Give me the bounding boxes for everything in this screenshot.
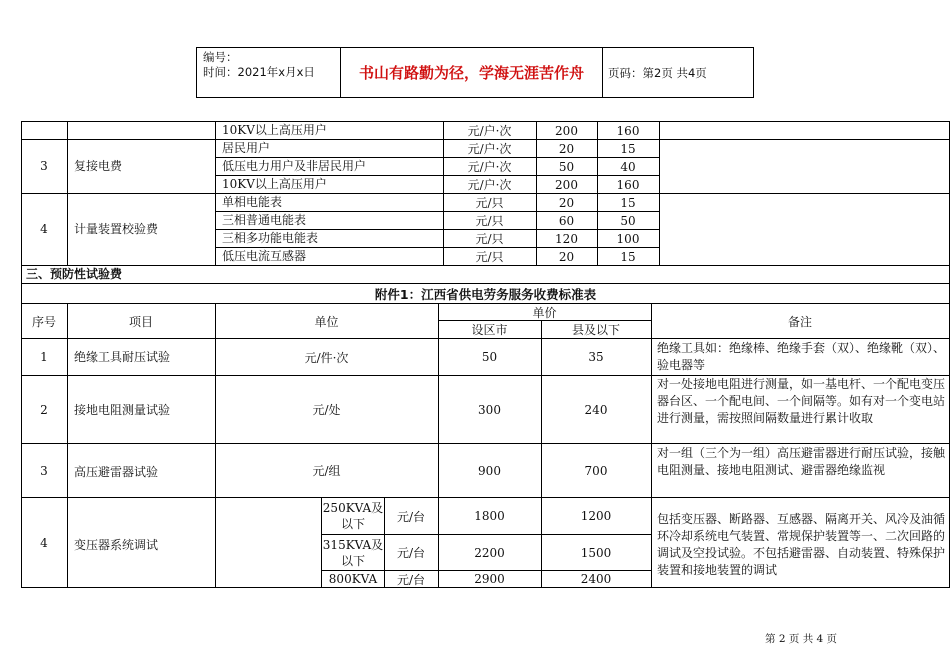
row-city-price: 300 — [478, 402, 501, 417]
header-county: 县及以下 — [571, 323, 620, 337]
upper-row-item: 计量装置校验费 — [74, 222, 159, 236]
upper-row-sub: 低压电力用户及非居民用户 — [222, 159, 367, 173]
upper-row-v1: 200 — [555, 177, 578, 192]
header-unit: 单位 — [314, 314, 339, 329]
row-no: 2 — [40, 402, 48, 417]
upper-row-sub: 10KV以上高压用户 — [222, 123, 327, 137]
upper-row-sub: 三相普通电能表 — [222, 213, 307, 227]
upper-row-v1: 20 — [558, 249, 575, 264]
upper-row-v2: 160 — [616, 123, 640, 138]
row-item: 绝缘工具耐压试验 — [74, 350, 171, 364]
header-page-label: 页码：第2页 共4页 — [608, 65, 707, 80]
row-item: 变压器系统调试 — [74, 538, 159, 552]
sub-unit: 元/台 — [396, 572, 426, 587]
upper-row-unit: 元/只 — [475, 250, 504, 264]
sub-spec: 800KVA — [328, 572, 378, 586]
upper-row-sub: 低压电流互感器 — [222, 249, 307, 263]
row-city-price: 50 — [481, 350, 498, 364]
header-note: 备注 — [787, 314, 812, 329]
upper-row-v1: 20 — [558, 141, 575, 156]
row-note: 对一组（三个为一组）高压避雷器进行耐压试验，接触电阻测量、接地电阻测试、避雷器绝缘监视 — [657, 446, 946, 477]
upper-row-sub: 单相电能表 — [222, 195, 283, 209]
section-title: 三、预防性试验费 — [26, 267, 123, 281]
upper-row-sub: 居民用户 — [222, 141, 271, 155]
upper-row-sub: 三相多功能电能表 — [222, 231, 319, 245]
row-note: 对一处接地电阻进行测量，如一基电杆、一个配电变压器台区、一个配电间、一个间隔等。如有对一个变电站进行测量，需按照间隔数量进行累计收取 — [657, 377, 946, 425]
row-no: 4 — [40, 535, 48, 550]
header-no: 序号 — [31, 314, 56, 329]
header-price: 单价 — [532, 305, 557, 320]
header-divider — [340, 48, 341, 97]
row-county-price: 35 — [588, 350, 604, 364]
upper-row-no: 4 — [40, 222, 48, 236]
upper-row-unit: 元/户·次 — [467, 124, 512, 138]
upper-row-sub: 10KV以上高压用户 — [222, 177, 327, 191]
sub-city-price: 1800 — [474, 509, 505, 523]
upper-row-unit: 元/只 — [475, 214, 504, 228]
upper-row-v2: 160 — [616, 177, 640, 192]
upper-row-v1: 20 — [558, 195, 575, 210]
doc-number-label: 编号： — [203, 50, 238, 64]
sub-city-price: 2200 — [474, 545, 505, 560]
sub-city-price: 2900 — [474, 572, 505, 586]
upper-row-unit: 元/只 — [475, 232, 504, 246]
header-meta — [203, 50, 315, 80]
upper-row-v1: 50 — [558, 159, 575, 174]
page-footer: 第 2 页 共 4 页 — [765, 633, 838, 645]
upper-row-v2: 100 — [616, 231, 640, 246]
row-item: 高压避雷器试验 — [74, 465, 159, 479]
upper-row-item: 复接电费 — [74, 159, 123, 173]
row-item: 接地电阻测量试验 — [74, 403, 171, 417]
row-unit: 元/组 — [312, 464, 341, 478]
upper-row-v2: 40 — [620, 159, 636, 174]
row-unit: 元/件·次 — [304, 350, 349, 365]
header-item: 项目 — [128, 314, 153, 329]
row-unit: 元/处 — [312, 403, 341, 417]
row-note: 包括变压器、断路器、互感器、隔离开关、风冷及油循环冷却系统电气装置、常规保护装置等一、二次回路的调试及空投试验。不包括避雷器、自动装置、特殊保护装置和接地装置的调试 — [657, 512, 946, 577]
row-note: 绝缘工具如：绝缘棒、绝缘手套（双）、绝缘靴（双）、验电器等 — [657, 341, 946, 372]
row-no: 3 — [40, 463, 48, 478]
sub-spec: 250KVA及以下 — [322, 501, 384, 531]
sub-unit: 元/台 — [396, 546, 426, 560]
sub-unit: 元/台 — [396, 509, 426, 524]
upper-row-v1: 60 — [558, 213, 575, 228]
row-city-price: 900 — [478, 463, 501, 478]
doc-time-label: 时间：2021年x月x日 — [203, 65, 315, 79]
upper-row-v1: 120 — [555, 231, 578, 246]
sub-county-price: 2400 — [580, 572, 612, 586]
upper-row-v2: 15 — [620, 141, 636, 156]
upper-row-v2: 50 — [620, 213, 636, 228]
page-header — [196, 47, 754, 98]
header-divider — [602, 48, 603, 97]
table-title: 附件1：江西省供电劳务服务收费标准表 — [374, 286, 597, 302]
row-county-price: 700 — [584, 463, 608, 478]
row-no: 1 — [40, 350, 48, 364]
upper-row-v2: 15 — [620, 195, 636, 210]
upper-row-unit: 元/户·次 — [467, 178, 512, 192]
upper-row-unit: 元/只 — [475, 196, 504, 210]
row-county-price: 240 — [584, 402, 608, 417]
upper-row-v1: 200 — [555, 123, 578, 138]
upper-row-unit: 元/户·次 — [467, 160, 512, 174]
upper-row-no: 3 — [40, 159, 48, 173]
sub-spec: 315KVA及以下 — [322, 537, 384, 568]
upper-row-v2: 15 — [620, 249, 636, 264]
header-slogan: 书山有路勤为径，学海无涯苦作舟 — [358, 64, 584, 82]
sub-county-price: 1500 — [580, 545, 612, 560]
sub-county-price: 1200 — [580, 509, 612, 523]
upper-row-unit: 元/户·次 — [467, 142, 512, 156]
header-city: 设区市 — [471, 323, 508, 337]
